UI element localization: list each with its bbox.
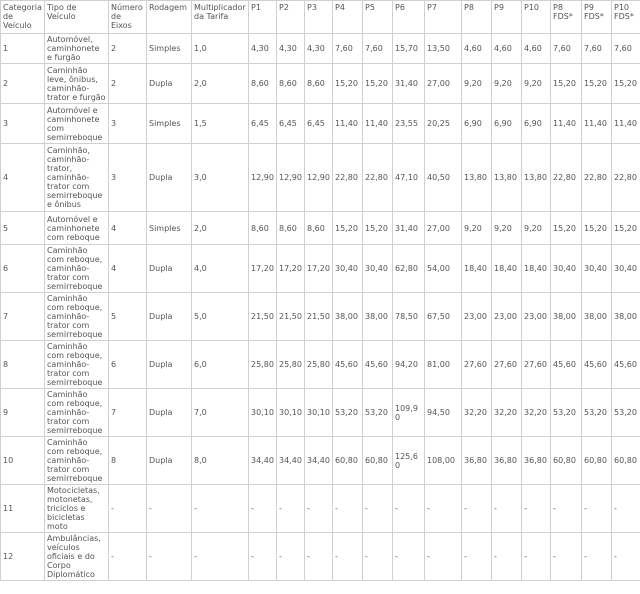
table-cell: 34,40: [249, 437, 277, 485]
table-row: [1, 104, 640, 144]
table-row: [1, 245, 640, 293]
category-cell: 5: [1, 212, 45, 245]
table-cell: 30,40: [582, 245, 612, 293]
category-cell: 12: [1, 533, 45, 581]
table-cell: 31,40: [393, 212, 425, 245]
table-cell: -: [249, 533, 277, 581]
vehicle-type-cell: Caminhão com reboque, caminhão-trator com semirreboque: [45, 341, 109, 389]
table-cell: 60,80: [551, 437, 582, 485]
table-cell: 23,00: [522, 293, 551, 341]
table-cell: 4,60: [522, 34, 551, 64]
table-cell: 2,0: [192, 212, 249, 245]
table-cell: 7,60: [582, 34, 612, 64]
table-cell: -: [612, 533, 640, 581]
table-cell: 67,50: [425, 293, 462, 341]
table-cell: 15,20: [582, 64, 612, 104]
table-cell: 11,40: [551, 104, 582, 144]
table-cell: 25,80: [249, 341, 277, 389]
table-cell: 6,45: [249, 104, 277, 144]
column-header: P6: [393, 1, 425, 34]
table-cell: 45,60: [551, 341, 582, 389]
table-cell: 7,60: [612, 34, 640, 64]
table-cell: 31,40: [393, 64, 425, 104]
table-cell: 15,20: [612, 212, 640, 245]
table-cell: 38,00: [612, 293, 640, 341]
table-cell: 6,90: [462, 104, 492, 144]
category-cell: 6: [1, 245, 45, 293]
table-cell: 11,40: [363, 104, 393, 144]
table-cell: 60,80: [363, 437, 393, 485]
table-cell: 17,20: [305, 245, 333, 293]
table-cell: 9,20: [492, 212, 522, 245]
table-cell: 18,40: [462, 245, 492, 293]
table-cell: Simples: [147, 34, 192, 64]
table-cell: 6,90: [492, 104, 522, 144]
table-cell: 23,00: [492, 293, 522, 341]
table-cell: -: [582, 533, 612, 581]
table-cell: 22,80: [333, 144, 363, 212]
category-cell: 4: [1, 144, 45, 212]
table-cell: -: [305, 485, 333, 533]
table-cell: 22,80: [363, 144, 393, 212]
table-cell: Dupla: [147, 341, 192, 389]
table-cell: 30,40: [551, 245, 582, 293]
table-cell: 5: [109, 293, 147, 341]
table-cell: 12,90: [305, 144, 333, 212]
table-cell: -: [612, 485, 640, 533]
column-header: Tipo de Veículo: [45, 1, 109, 34]
table-cell: Simples: [147, 104, 192, 144]
category-cell: 3: [1, 104, 45, 144]
table-cell: 34,40: [277, 437, 305, 485]
table-cell: 7,60: [551, 34, 582, 64]
table-row: [1, 389, 640, 437]
table-cell: 27,00: [425, 212, 462, 245]
table-cell: 53,20: [582, 389, 612, 437]
table-cell: Dupla: [147, 389, 192, 437]
table-row: [1, 293, 640, 341]
table-cell: 27,60: [522, 341, 551, 389]
table-cell: 18,40: [492, 245, 522, 293]
table-cell: 15,20: [333, 64, 363, 104]
table-cell: 23,00: [462, 293, 492, 341]
table-cell: 21,50: [249, 293, 277, 341]
column-header: P5: [363, 1, 393, 34]
table-cell: -: [249, 485, 277, 533]
table-cell: 4,30: [277, 34, 305, 64]
table-cell: 94,20: [393, 341, 425, 389]
table-cell: 15,20: [363, 212, 393, 245]
table-cell: -: [425, 533, 462, 581]
table-cell: 7,60: [363, 34, 393, 64]
column-header: P4: [333, 1, 363, 34]
category-cell: 2: [1, 64, 45, 104]
table-cell: 4,0: [192, 245, 249, 293]
table-cell: -: [492, 485, 522, 533]
table-cell: 15,20: [363, 64, 393, 104]
table-cell: 17,20: [249, 245, 277, 293]
table-cell: 8,60: [249, 64, 277, 104]
table-row: [1, 64, 640, 104]
column-header: P8 FDS*: [551, 1, 582, 34]
table-cell: 4: [109, 245, 147, 293]
category-cell: 7: [1, 293, 45, 341]
table-cell: -: [333, 485, 363, 533]
table-cell: 4,30: [249, 34, 277, 64]
table-cell: -: [109, 485, 147, 533]
vehicle-type-cell: Automóvel e caminhonete com semirreboque: [45, 104, 109, 144]
table-cell: 36,80: [522, 437, 551, 485]
column-header: P8: [462, 1, 492, 34]
vehicle-type-cell: Caminhão com reboque, caminhão-trator com semirreboque: [45, 293, 109, 341]
table-cell: 3: [109, 104, 147, 144]
table-cell: 7: [109, 389, 147, 437]
table-cell: -: [522, 533, 551, 581]
table-cell: -: [363, 485, 393, 533]
table-cell: 3,0: [192, 144, 249, 212]
table-cell: 4: [109, 212, 147, 245]
table-cell: 12,90: [249, 144, 277, 212]
table-row: [1, 212, 640, 245]
table-cell: 23,55: [393, 104, 425, 144]
table-cell: 53,20: [612, 389, 640, 437]
table-cell: 53,20: [363, 389, 393, 437]
column-header: Rodagem: [147, 1, 192, 34]
table-cell: 22,80: [612, 144, 640, 212]
table-cell: 54,00: [425, 245, 462, 293]
table-row: [1, 485, 640, 533]
table-cell: Dupla: [147, 144, 192, 212]
column-header: P9 FDS*: [582, 1, 612, 34]
table-cell: -: [551, 485, 582, 533]
table-cell: 30,40: [612, 245, 640, 293]
table-cell: 15,20: [612, 64, 640, 104]
category-cell: 11: [1, 485, 45, 533]
table-cell: 60,80: [582, 437, 612, 485]
table-cell: 2: [109, 64, 147, 104]
table-cell: 13,80: [462, 144, 492, 212]
vehicle-type-cell: Ambulâncias, veículos oficiais e do Corpo Diplomático: [45, 533, 109, 581]
table-cell: 6: [109, 341, 147, 389]
table-cell: 36,80: [462, 437, 492, 485]
table-cell: 11,40: [582, 104, 612, 144]
table-cell: 15,20: [551, 212, 582, 245]
table-body: [1, 34, 640, 581]
table-cell: 8: [109, 437, 147, 485]
table-cell: 4,30: [305, 34, 333, 64]
column-header: Número de Eixos: [109, 1, 147, 34]
table-cell: 2: [109, 34, 147, 64]
table-cell: -: [277, 485, 305, 533]
table-cell: Dupla: [147, 245, 192, 293]
table-cell: 45,60: [333, 341, 363, 389]
column-header: Multiplicador da Tarifa: [192, 1, 249, 34]
table-cell: 38,00: [551, 293, 582, 341]
table-cell: 30,10: [277, 389, 305, 437]
table-cell: 21,50: [305, 293, 333, 341]
table-cell: 38,00: [333, 293, 363, 341]
column-header: P9: [492, 1, 522, 34]
category-cell: 8: [1, 341, 45, 389]
table-cell: 34,40: [305, 437, 333, 485]
table-cell: 6,45: [277, 104, 305, 144]
table-cell: -: [192, 485, 249, 533]
vehicle-type-cell: Caminhão com reboque, caminhão-trator com semirreboque: [45, 437, 109, 485]
table-cell: 20,25: [425, 104, 462, 144]
column-header: Categoria de Veículo: [1, 1, 45, 34]
vehicle-type-cell: Automóvel e caminhonete com reboque: [45, 212, 109, 245]
table-header: [1, 1, 640, 34]
table-cell: 109,90: [393, 389, 425, 437]
vehicle-type-cell: Motocicletas, motonetas, triciclos e bicicletas moto: [45, 485, 109, 533]
header-row: [1, 1, 640, 34]
column-header: P2: [277, 1, 305, 34]
category-cell: 10: [1, 437, 45, 485]
table-cell: -: [462, 485, 492, 533]
table-cell: 17,20: [277, 245, 305, 293]
table-cell: 7,0: [192, 389, 249, 437]
table-cell: -: [462, 533, 492, 581]
table-cell: Dupla: [147, 293, 192, 341]
table-cell: -: [393, 485, 425, 533]
table-cell: Simples: [147, 212, 192, 245]
table-cell: 4,60: [462, 34, 492, 64]
table-cell: 125,60: [393, 437, 425, 485]
table-cell: 8,60: [277, 64, 305, 104]
column-header: P1: [249, 1, 277, 34]
table-cell: 5,0: [192, 293, 249, 341]
table-cell: 7,60: [333, 34, 363, 64]
table-row: [1, 341, 640, 389]
table-cell: 9,20: [522, 212, 551, 245]
table-cell: 53,20: [333, 389, 363, 437]
table-cell: 21,50: [277, 293, 305, 341]
column-header: P3: [305, 1, 333, 34]
table-cell: 30,40: [333, 245, 363, 293]
table-cell: 32,20: [462, 389, 492, 437]
table-cell: -: [551, 533, 582, 581]
table-cell: 13,80: [522, 144, 551, 212]
table-cell: 9,20: [462, 64, 492, 104]
table-cell: 40,50: [425, 144, 462, 212]
category-cell: 1: [1, 34, 45, 64]
table-cell: 15,20: [582, 212, 612, 245]
table-cell: 18,40: [522, 245, 551, 293]
table-cell: 3: [109, 144, 147, 212]
vehicle-type-cell: Automóvel, caminhonete e furgão: [45, 34, 109, 64]
table-row: [1, 144, 640, 212]
table-cell: 8,60: [249, 212, 277, 245]
table-cell: 13,80: [492, 144, 522, 212]
table-row: [1, 533, 640, 581]
table-cell: Dupla: [147, 437, 192, 485]
table-cell: 27,00: [425, 64, 462, 104]
table-cell: -: [425, 485, 462, 533]
table-cell: 32,20: [522, 389, 551, 437]
vehicle-type-cell: Caminhão, caminhão-trator, caminhão-trator com semirreboque e ônibus: [45, 144, 109, 212]
table-cell: 6,45: [305, 104, 333, 144]
table-cell: -: [492, 533, 522, 581]
table-cell: 25,80: [277, 341, 305, 389]
table-cell: 15,20: [333, 212, 363, 245]
table-cell: 9,20: [492, 64, 522, 104]
table-cell: -: [147, 485, 192, 533]
table-cell: 27,60: [492, 341, 522, 389]
table-cell: 62,80: [393, 245, 425, 293]
column-header: P7: [425, 1, 462, 34]
table-cell: 94,50: [425, 389, 462, 437]
table-cell: -: [333, 533, 363, 581]
table-cell: -: [147, 533, 192, 581]
table-cell: -: [582, 485, 612, 533]
table-cell: 53,20: [551, 389, 582, 437]
table-cell: 4,60: [492, 34, 522, 64]
table-cell: -: [305, 533, 333, 581]
table-cell: 38,00: [582, 293, 612, 341]
table-cell: 45,60: [582, 341, 612, 389]
table-cell: 13,50: [425, 34, 462, 64]
vehicle-type-cell: Caminhão com reboque, caminhão-trator com semirreboque: [45, 389, 109, 437]
table-cell: 38,00: [363, 293, 393, 341]
table-row: [1, 437, 640, 485]
table-cell: 45,60: [612, 341, 640, 389]
table-cell: 15,70: [393, 34, 425, 64]
table-cell: 30,10: [305, 389, 333, 437]
table-cell: 25,80: [305, 341, 333, 389]
table-cell: 60,80: [612, 437, 640, 485]
table-cell: 45,60: [363, 341, 393, 389]
table-cell: 8,60: [305, 212, 333, 245]
table-cell: 15,20: [551, 64, 582, 104]
table-cell: 22,80: [551, 144, 582, 212]
table-cell: 12,90: [277, 144, 305, 212]
table-cell: 11,40: [612, 104, 640, 144]
table-cell: 47,10: [393, 144, 425, 212]
table-cell: 30,40: [363, 245, 393, 293]
table-cell: 108,00: [425, 437, 462, 485]
category-cell: 9: [1, 389, 45, 437]
table-cell: -: [363, 533, 393, 581]
table-cell: 36,80: [492, 437, 522, 485]
table-cell: 2,0: [192, 64, 249, 104]
vehicle-type-cell: Caminhão leve, ônibus, caminhão-trator e furgão: [45, 64, 109, 104]
table-cell: 11,40: [333, 104, 363, 144]
table-cell: 78,50: [393, 293, 425, 341]
table-cell: 6,0: [192, 341, 249, 389]
table-cell: 1,5: [192, 104, 249, 144]
table-cell: 60,80: [333, 437, 363, 485]
table-row: [1, 34, 640, 64]
table-cell: 8,60: [305, 64, 333, 104]
table-cell: -: [393, 533, 425, 581]
table-cell: 30,10: [249, 389, 277, 437]
table-cell: 8,60: [277, 212, 305, 245]
table-cell: 1,0: [192, 34, 249, 64]
table-cell: 27,60: [462, 341, 492, 389]
table-cell: -: [109, 533, 147, 581]
table-cell: Dupla: [147, 64, 192, 104]
column-header: P10: [522, 1, 551, 34]
table-cell: -: [192, 533, 249, 581]
table-cell: 32,20: [492, 389, 522, 437]
table-cell: 6,90: [522, 104, 551, 144]
table-cell: 9,20: [462, 212, 492, 245]
table-cell: 22,80: [582, 144, 612, 212]
column-header: P10 FDS*: [612, 1, 640, 34]
table-cell: 9,20: [522, 64, 551, 104]
table-cell: 8,0: [192, 437, 249, 485]
table-cell: 81,00: [425, 341, 462, 389]
table-cell: -: [522, 485, 551, 533]
table-cell: -: [277, 533, 305, 581]
vehicle-type-cell: Caminhão com reboque, caminhão-trator com semirreboque: [45, 245, 109, 293]
